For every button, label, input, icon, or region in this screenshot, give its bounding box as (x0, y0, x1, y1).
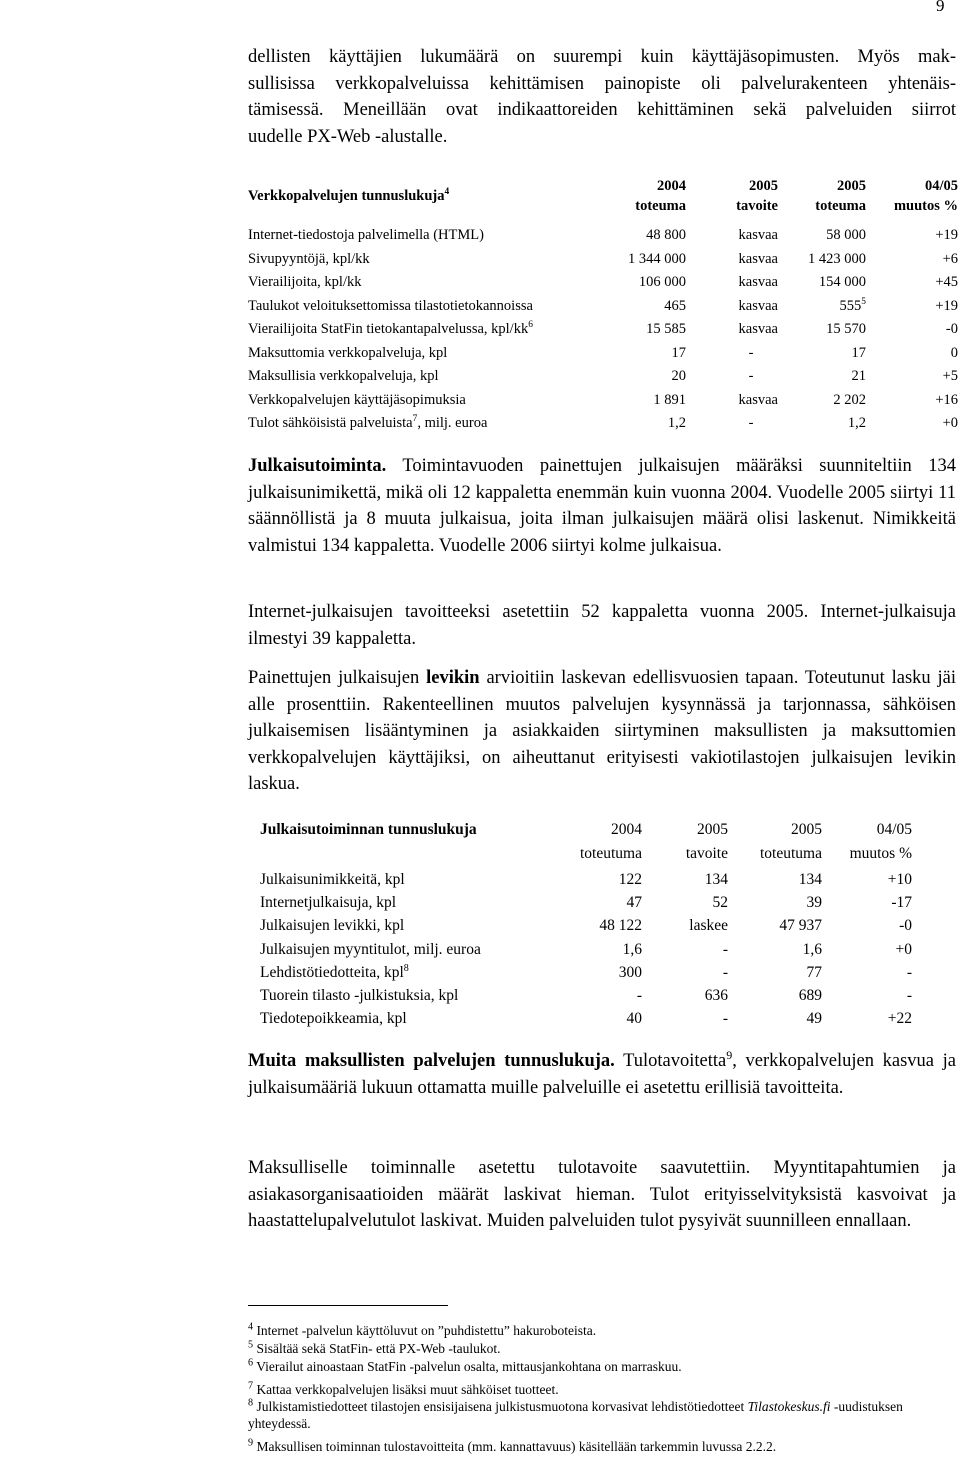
cell: 49 (806, 1010, 822, 1028)
cell: 1,2 (667, 415, 686, 432)
footnote: $^6$ Vierailut ainoastaan StatFin -palvelun osalta, mittausjankohtana on marraskuu. (248, 1357, 682, 1374)
table-row (248, 248, 958, 272)
row-label: Maksullisia verkkopalveluja, kpl (248, 368, 439, 385)
cell: 47 (626, 893, 642, 911)
col-sub: muutos % (893, 197, 958, 214)
intro-line: uudelle PX-Web -alustalle. (248, 126, 448, 147)
web-services-table (248, 176, 958, 436)
cell: 1,2 (847, 415, 866, 432)
cell: +22 (887, 1010, 912, 1028)
cell: - (748, 415, 754, 432)
cell: - (722, 1010, 728, 1028)
col-year: 04/05 (876, 821, 912, 838)
row-label: Julkaisujen levikki, kpl (260, 917, 405, 935)
cell: +16 (935, 391, 958, 408)
cell: 106 000 (638, 274, 686, 291)
table-row (248, 365, 958, 389)
cell: 134 (798, 870, 822, 888)
cell: 1 423 000 (808, 250, 866, 267)
col-sub: toteuma (635, 197, 686, 214)
footnote: $^8$ Julkistamistiedotteet tilastojen ensisijaisena julkistusmuotona korvasivat lehdistötiedotteet Tilastokeskus.fi -uudistuksen yhteydessä. (248, 1397, 903, 1431)
page-number: 9 (936, 0, 945, 15)
cell: $555^5$ (839, 296, 866, 314)
cell: -0 (899, 917, 912, 935)
intro-line: dellisten käyttäjien lukumäärä on suurempi kuin käyttäjäsopimusten. Myös mak- (248, 47, 956, 67)
row-label: Tuorein tilasto -julkistuksia, kpl (260, 987, 459, 1005)
row-label: Vierailijoita StatFin tietokantapalvelussa, kpl/$kk^6$ (248, 320, 533, 338)
table-header-years (248, 176, 958, 196)
table-header-years (260, 820, 912, 840)
cell: +5 (942, 368, 958, 385)
cell: 21 (851, 368, 866, 385)
table-row (248, 412, 958, 436)
cell: 1,6 (622, 940, 642, 958)
cell: - (906, 963, 912, 981)
row-label: Lehdistötiedotteita, kpl$^8$ (260, 962, 409, 981)
table-row (248, 389, 958, 413)
cell: +0 (942, 415, 958, 432)
table-title: Julkaisutoiminnan tunnuslukuja (260, 821, 477, 838)
cell: +0 (895, 940, 912, 958)
intro-line: tämisessä. Meneillään ovat indikaattoreiden kehittäminen sekä palveluiden siirrot (248, 100, 956, 120)
cell: +19 (935, 227, 958, 244)
cell: - (722, 940, 728, 958)
cell: - (748, 344, 754, 361)
cell: kasvaa (738, 321, 778, 338)
cell: laskee (689, 917, 728, 935)
cell: 48 122 (599, 917, 642, 935)
cell: 17 (851, 344, 866, 361)
col-sub: tavoite (685, 845, 728, 862)
table-title: Verkkopalvelujen tunnuslukuja$^4$ (248, 186, 450, 204)
col-year: 2005 (697, 821, 728, 838)
cell: 52 (712, 893, 728, 911)
publishing-paragraph: Julkaisutoiminta. Toimintavuoden painettujen julkaisujen määräksi suunniteltiin 134 julkaisunimikettä, mikä oli 12 kappaletta enemmän kuin vuonna 2004. Vuodelle 2005 siirtyi 11 säännöllistä ja 8 muuta julkaisua, joita ilman julkaisujen määrä olisi laskenut. Nimikkeitä valmistui 134 kappaletta. Vuodelle 2006 siirtyi kolme julkaisua. (248, 456, 956, 556)
footnote: $^7$ Kattaa verkkopalvelujen lisäksi muut sähköiset tuotteet. (248, 1380, 559, 1397)
cell: 1,6 (802, 940, 822, 958)
cell: 15 585 (646, 321, 686, 338)
row-label: Internet-tiedostoja palvelimella (HTML) (248, 227, 484, 244)
cell: - (636, 987, 642, 1005)
cell: kasvaa (738, 391, 778, 408)
row-label: Maksuttomia verkkopalveluja, kpl (248, 344, 448, 361)
cell: 0 (950, 344, 958, 361)
cell: - (722, 963, 728, 981)
cell: -17 (891, 893, 912, 911)
cell: 1 344 000 (628, 250, 686, 267)
footnote: $^5$ Sisältää sekä StatFin- että PX-Web -taulukot. (248, 1339, 501, 1356)
cell: kasvaa (738, 297, 778, 314)
footnote-rule (248, 1305, 448, 1306)
table-row (248, 271, 958, 295)
row-label: Julkaisujen myyntitulot, milj. euroa (260, 940, 481, 958)
cell: 134 (704, 870, 728, 888)
cell: kasvaa (738, 227, 778, 244)
row-label: Vierailijoita, kpl/kk (248, 274, 362, 291)
table-row (260, 961, 912, 984)
publishing-table (260, 820, 912, 1031)
col-sub: toteuma (815, 197, 866, 214)
cell: 58 000 (826, 227, 866, 244)
table-header-subs (260, 840, 912, 868)
col-year: 2005 (749, 177, 778, 194)
cell: - (906, 987, 912, 1005)
cell: +6 (942, 250, 958, 267)
cell: 47 937 (779, 917, 822, 935)
cell: 300 (618, 963, 642, 981)
intro-line: sullisissa verkkopalveluissa kehittämisen painopiste oli palvelurakenteen yhtenäis- (248, 73, 956, 94)
table-row (260, 938, 912, 961)
footnote: $^4$ Internet -palvelun käyttöluvut on ”puhdistettu” hakuroboteista. (248, 1321, 597, 1338)
table-row (248, 224, 958, 248)
cell: kasvaa (738, 274, 778, 291)
row-label: Sivupyyntöjä, kpl/kk (248, 250, 370, 267)
table-row (260, 891, 912, 914)
section-heading: Muita maksullisten palvelujen tunnuslukuja. (248, 1051, 615, 1071)
table-row (260, 1008, 912, 1031)
col-year: 2004 (657, 177, 686, 194)
footnote: $^9$ Maksullisen toiminnan tulostavoitteita (mm. kannattavuus) käsitellään tarkemmin luvussa 2.2.2. (248, 1437, 777, 1454)
table-row (248, 318, 958, 342)
table-row (260, 915, 912, 938)
internet-publications-paragraph: Internet-julkaisujen tavoitteeksi asetettiin 52 kappaletta vuonna 2005. Internet-julkaisuja ilmestyi 39 kappaletta. (248, 602, 956, 649)
section-heading: Julkaisutoiminta. (248, 456, 387, 476)
cell: +45 (935, 274, 958, 291)
cell: 48 800 (646, 227, 686, 244)
col-sub: tavoite (736, 197, 778, 214)
cell: 122 (618, 870, 642, 888)
cell: 2 202 (833, 391, 866, 408)
cell: 77 (806, 963, 822, 981)
table-row (260, 984, 912, 1007)
cell: -0 (945, 321, 958, 338)
cell: 17 (671, 344, 686, 361)
other-services-paragraph: Muita maksullisten palvelujen tunnuslukuja. Tulotavoitetta$^9$, verkkopalvelujen kasvua ja julkaisumääriä lukuun ottamatta muille palveluille ei asetettu erillisiä tavoitteita. (248, 1047, 956, 1098)
cell: +10 (887, 870, 912, 888)
table-row (248, 295, 958, 319)
col-year: 2005 (791, 821, 822, 838)
cell: kasvaa (738, 250, 778, 267)
cell: 20 (671, 368, 686, 385)
cell: 154 000 (818, 274, 866, 291)
row-label: Taulukot veloituksettomissa tilastotietokannoissa (248, 297, 533, 314)
cell: 1 891 (653, 391, 686, 408)
cell: 39 (806, 893, 822, 911)
table-row (248, 342, 958, 366)
table-row (260, 868, 912, 891)
paid-services-paragraph: Maksulliselle toiminnalle asetettu tulotavoite saavutettiin. Myyntitapahtumien ja asiakasorganisaatioiden määrät laskivat hieman. Tulot erityisselvityksistä kasvoivat ja haastattelupalvelutulot laskivat. Muiden palveluiden tulot pysyivät suunnilleen ennallaan. (248, 1158, 956, 1231)
cell: 689 (798, 987, 822, 1005)
col-year: 04/05 (924, 177, 958, 194)
row-label: Tulot sähköisistä palveluista$^7$, milj. euroa (248, 414, 488, 432)
col-sub: toteutuma (760, 845, 822, 862)
row-label: Internetjulkaisuja, kpl (260, 893, 397, 911)
row-label: Tiedotepoikkeamia, kpl (260, 1010, 407, 1028)
col-sub: toteutuma (580, 845, 642, 862)
row-label: Verkkopalvelujen käyttäjäsopimuksia (248, 391, 466, 408)
cell: 465 (664, 297, 686, 314)
cell: - (748, 368, 754, 385)
circulation-paragraph: Painettujen julkaisujen levikin arvioitiin laskevan edellisvuosien tapaan. Toteutunut lasku jäi alle prosenttiin. Rakenteellinen muutos palvelujen kysynnässä ja tarjonnassa, sähköisen julkaisemisen lisääntyminen ja asiakkaiden siirtyminen maksullisten ja maksuttomien verkkopalvelujen käyttäjiksi, on aiheuttanut erityisesti vakiotilastojen julkaisujen levikin laskua. (248, 668, 956, 794)
col-year: 2004 (611, 821, 642, 838)
cell: +19 (935, 297, 958, 314)
col-sub: muutos % (849, 845, 912, 862)
col-year: 2005 (837, 177, 866, 194)
cell: 15 570 (826, 321, 866, 338)
cell: 40 (626, 1010, 642, 1028)
cell: 636 (704, 987, 728, 1005)
row-label: Julkaisunimikkeitä, kpl (260, 870, 405, 888)
